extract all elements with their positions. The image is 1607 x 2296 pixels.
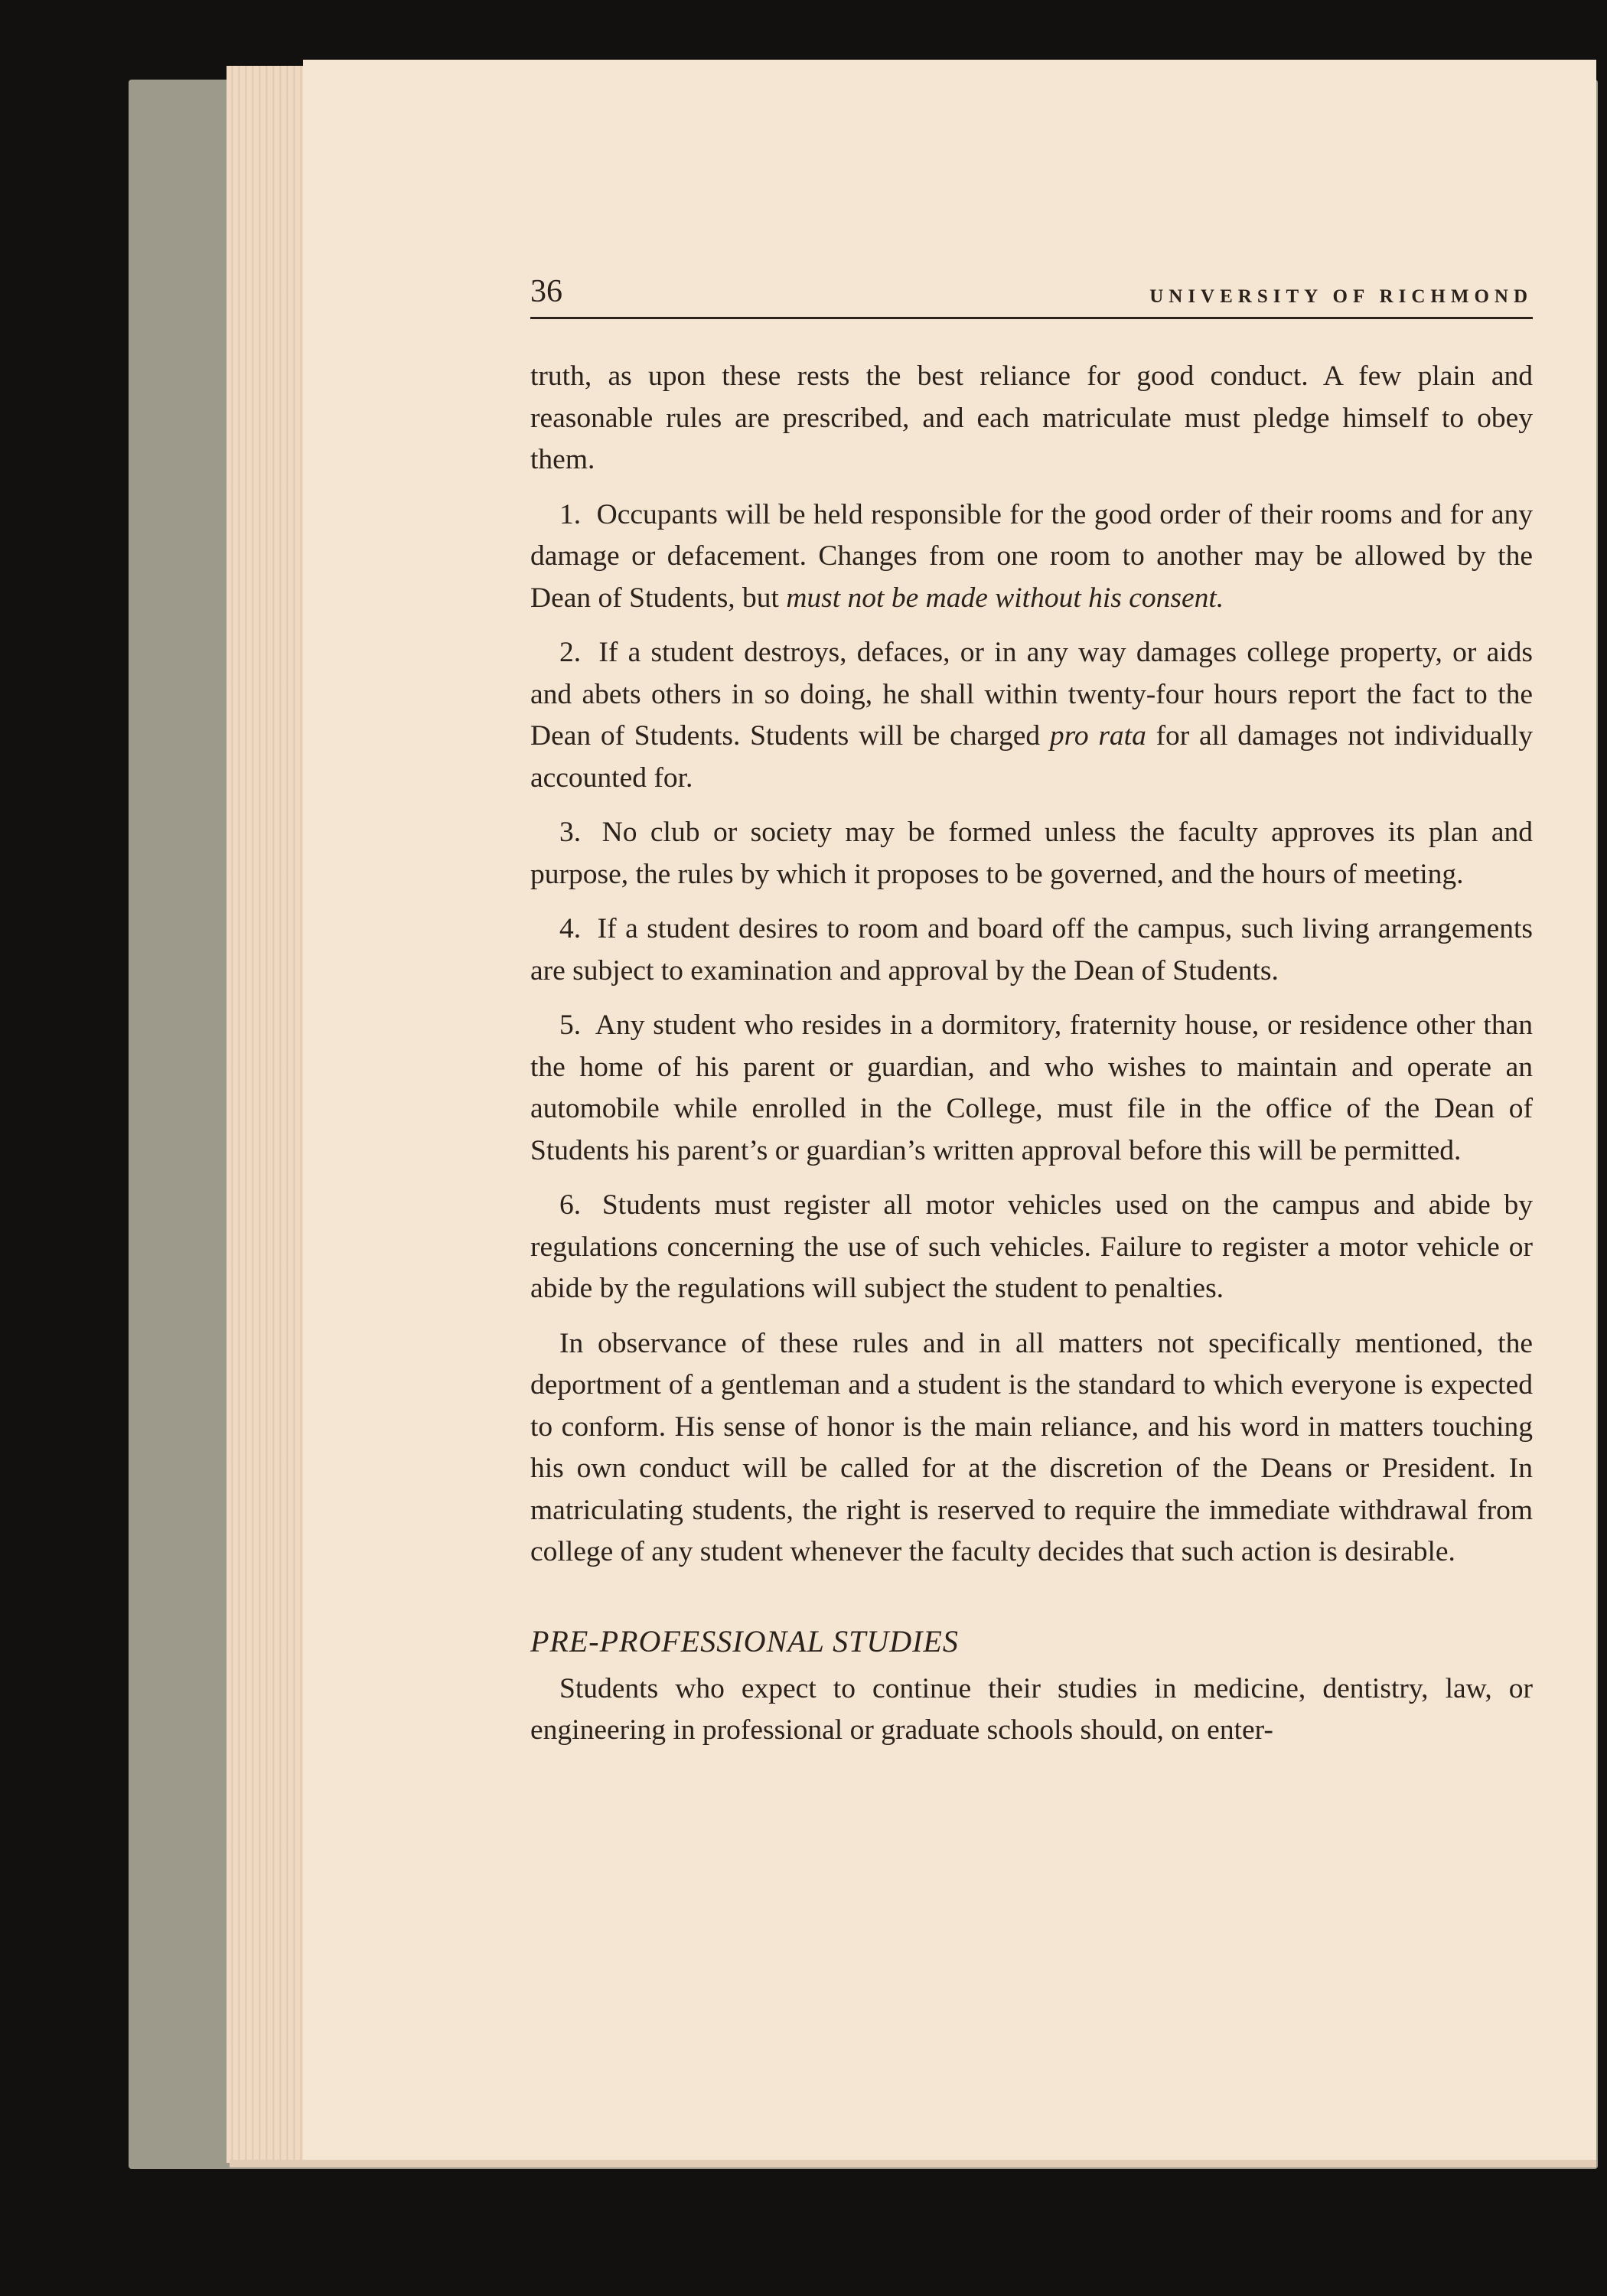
rule-5-number: 5. [559, 1009, 582, 1041]
running-head [530, 276, 1533, 319]
rule-3-number: 3. [559, 817, 582, 848]
page-number: 36 [530, 274, 562, 309]
rule-6-number: 6. [559, 1189, 582, 1221]
rule-3 [530, 812, 1533, 895]
rule-2-emphasis: pro rata [1049, 720, 1146, 752]
rule-1-number: 1. [559, 498, 582, 530]
rule-5 [530, 1005, 1533, 1172]
rule-5-text: Any student who resides in a dormitory, fraternity house, or residence other than the home of his parent or guardian, and who wishes to maintain and operate an automobile while enrolled in the College, must file in the office of the Dean of Students his parent’s or guardian’s written approval before this will be permitted. [530, 1009, 1533, 1166]
rule-2-text-after: for all damages not individually accounted for. [530, 720, 1534, 794]
rule-4-text: If a student desires to room and board off the campus, such living arrangements are subject to examination and approval by the Dean of Students. [530, 913, 1533, 987]
closing-paragraph: In observance of these rules and in all matters not specifically mentioned, the deportment of a gentleman and a student is the standard to which everyone is expected to conform. His sense of honor is the main reliance, and his word in matters touching his own conduct will be called for at the discretion of the Deans or President. In matriculating students, the right is reserved to require the immediate withdrawal from college of any student whenever the faculty decides that such action is desirable. [530, 1327, 1533, 1567]
rule-6-text: Students must register all motor vehicles used on the campus and abide by regulations concerning the use of such vehicles. Failure to register a motor vehicle or abide by the regulations will subject the student to penalties. [530, 1189, 1533, 1304]
rule-2-text: If a student destroys, defaces, or in any way damages college property, or aids and abets others in so doing, he shall within twenty-four hours report the fact to the Dean of Students. Students will be charged [530, 637, 1533, 752]
rule-1 [530, 494, 1533, 620]
rule-1-emphasis: must not be made without his consent. [786, 582, 1224, 614]
running-head-title: UNIVERSITY OF RICHMOND [1149, 286, 1533, 307]
rule-6 [530, 1185, 1533, 1310]
rule-4 [530, 908, 1533, 992]
rule-1-text: Occupants will be held responsible for the good order of their rooms and for any damage or defacement. Changes from one room to another may be allowed by the Dean of Students, but [530, 498, 1533, 614]
rule-3-text: No club or society may be formed unless the faculty approves its plan and purpose, the rules by which it proposes to be governed, and the hours of meeting. [530, 817, 1533, 890]
page-bottom-edge [230, 2160, 1596, 2167]
intro-paragraph: truth, as upon these rests the best reliance for good conduct. A few plain and reasonable rules are prescribed, and each matriculate must pledge himself to obey them. [530, 360, 1533, 475]
page-edges [227, 66, 311, 2163]
section-paragraph: Students who expect to continue their studies in medicine, dentistry, law, or engineering in professional or graduate schools should, on enter- [530, 1672, 1533, 1746]
section-heading: PRE-PROFESSIONAL STUDIES [530, 1623, 959, 1658]
page-content [530, 276, 1533, 1765]
rule-2 [530, 632, 1533, 799]
rule-2-number: 2. [559, 637, 582, 668]
rule-4-number: 4. [559, 913, 582, 944]
